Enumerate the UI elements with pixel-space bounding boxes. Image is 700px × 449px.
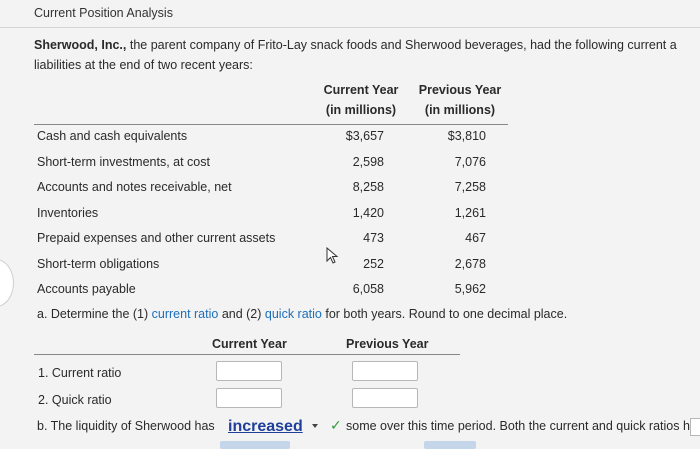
header-previous-year: Previous Year (in millions) <box>418 83 502 117</box>
scroll-handle[interactable] <box>0 259 14 307</box>
question-b-prefix: b. The liquidity of Sherwood has <box>37 419 215 433</box>
value-current: 6,058 <box>352 282 384 296</box>
row-label: Accounts and notes receivable, net <box>37 180 232 194</box>
clipped-dropdown[interactable] <box>424 441 476 449</box>
row-label: Cash and cash equivalents <box>37 129 188 143</box>
answer-input-clipped[interactable] <box>690 418 700 436</box>
answer-header-divider <box>34 354 460 355</box>
row-label: Inventories <box>37 206 99 220</box>
header-current-year: Current Year (in millions) <box>323 83 399 117</box>
value-current: 8,258 <box>352 180 384 194</box>
value-current: $3,657 <box>345 129 384 143</box>
current-ratio-link[interactable]: current ratio <box>151 307 219 321</box>
section-title: Current Position Analysis <box>34 6 173 20</box>
liquidity-dropdown[interactable] <box>228 418 320 436</box>
header-divider <box>34 124 508 125</box>
mouse-pointer-icon <box>326 247 340 265</box>
row-label: Short-term investments, at cost <box>37 155 210 169</box>
value-previous: 5,962 <box>454 282 486 296</box>
company-name: Sherwood, Inc., <box>34 38 127 52</box>
dropdown-caret-icon[interactable] <box>312 424 318 428</box>
value-previous: 7,258 <box>454 180 486 194</box>
answer-label-current-ratio: 1. Current ratio <box>38 366 122 380</box>
row-label: Short-term obligations <box>37 257 160 271</box>
question-a: a. Determine the (1) current ratio and (2) quick ratio for both years. Round to one decimal place. <box>37 307 568 321</box>
answer-header-previous: Previous Year <box>346 337 429 351</box>
row-label: Prepaid expenses and other current assets <box>37 231 276 245</box>
current-ratio-previous-input[interactable] <box>352 361 418 381</box>
value-previous: 467 <box>465 231 486 245</box>
divider <box>0 27 700 28</box>
current-ratio-current-input[interactable] <box>216 361 282 381</box>
quick-ratio-current-input[interactable] <box>216 388 282 408</box>
answer-label-quick-ratio: 2. Quick ratio <box>38 393 112 407</box>
value-current: 252 <box>363 257 384 271</box>
clipped-dropdown[interactable] <box>220 441 290 449</box>
checkmark-icon: ✓ <box>330 417 342 433</box>
value-current: 1,420 <box>352 206 384 220</box>
value-current: 2,598 <box>352 155 384 169</box>
row-label: Accounts payable <box>37 282 136 296</box>
value-previous: 2,678 <box>454 257 486 271</box>
question-b-tail: some over this time period. Both the current and quick ratios h <box>346 419 690 433</box>
value-previous: 7,076 <box>454 155 486 169</box>
answer-header-current: Current Year <box>212 337 287 351</box>
quick-ratio-previous-input[interactable] <box>352 388 418 408</box>
quick-ratio-link[interactable]: quick ratio <box>264 307 322 321</box>
dropdown-selected-value: increased <box>228 418 303 435</box>
problem-intro <box>34 35 694 75</box>
intro-line2: liabilities at the end of two recent years: <box>34 58 253 72</box>
intro-line1: the parent company of Frito-Lay snack foods and Sherwood beverages, had the following current a <box>126 38 677 52</box>
value-current: 473 <box>363 231 384 245</box>
value-previous: 1,261 <box>454 206 486 220</box>
value-previous: $3,810 <box>447 129 486 143</box>
